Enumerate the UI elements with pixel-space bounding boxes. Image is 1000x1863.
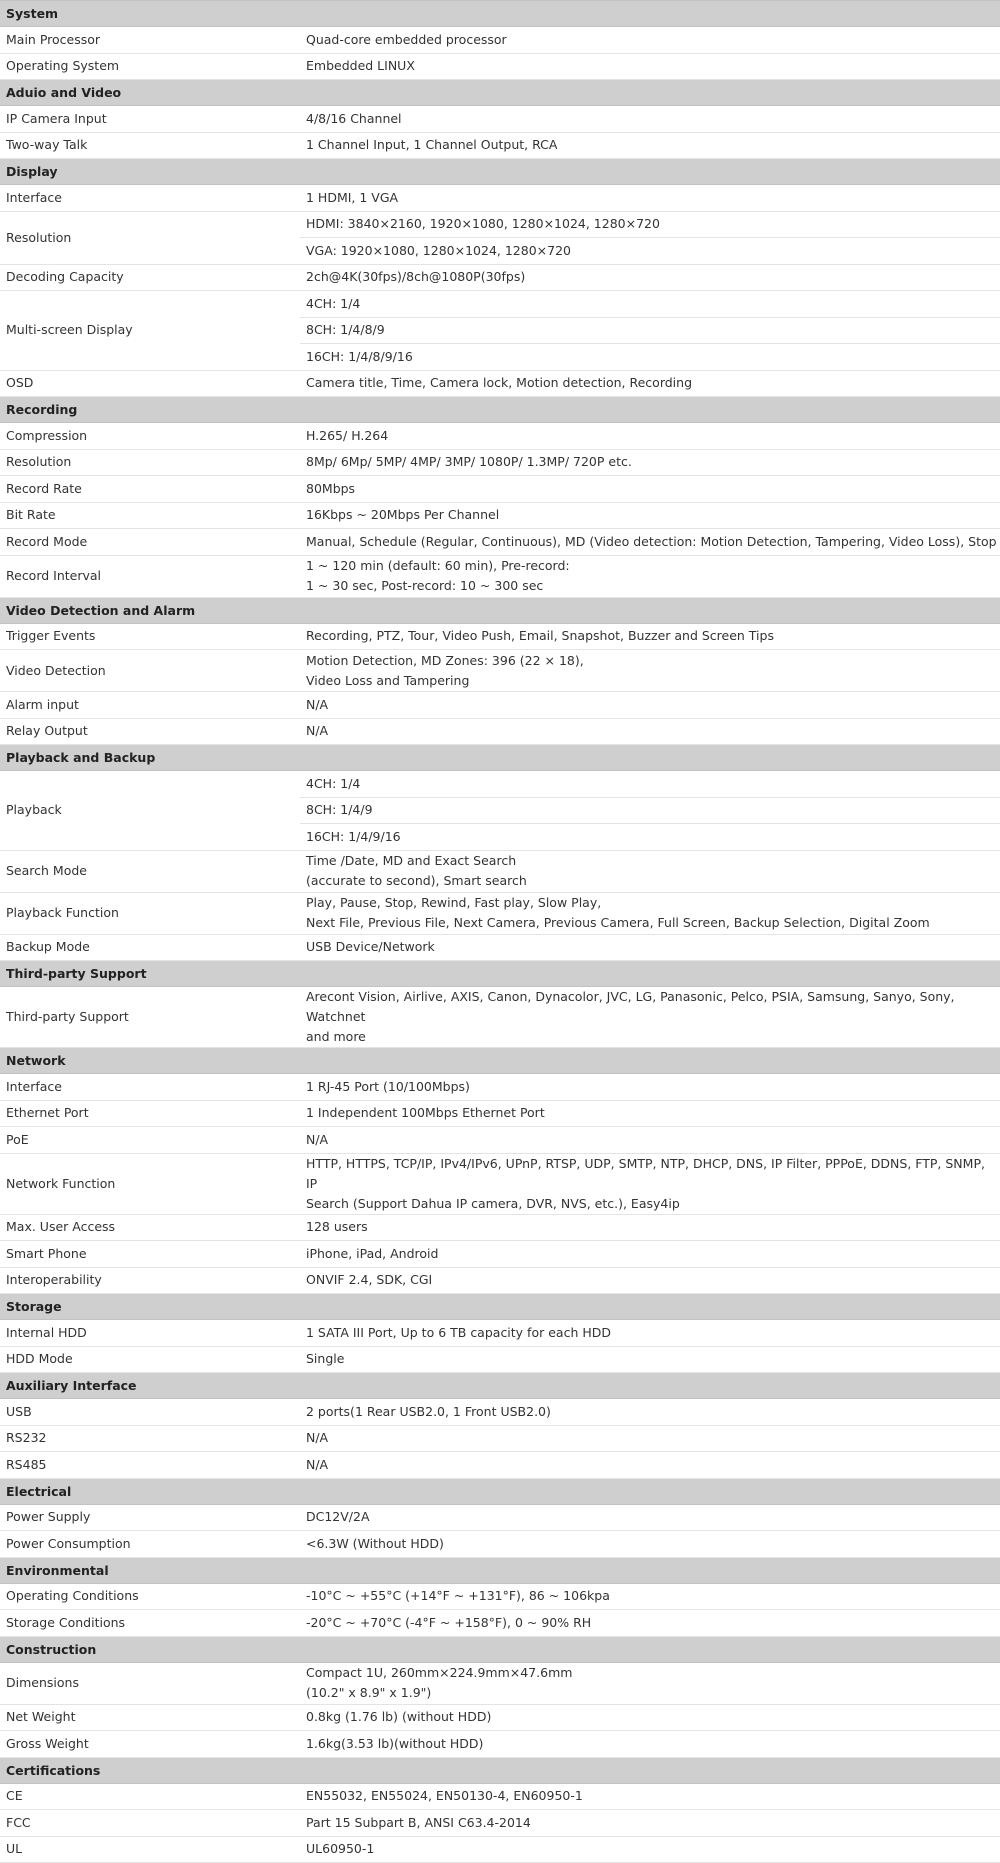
spec-row bbox=[0, 1153, 1000, 1214]
section-title: Recording bbox=[0, 397, 1000, 423]
spec-value: 2 ports(1 Rear USB2.0, 1 Front USB2.0) bbox=[300, 1399, 1000, 1426]
spec-row bbox=[0, 1399, 1000, 1426]
spec-label: Multi-screen Display bbox=[0, 291, 300, 371]
spec-row bbox=[0, 1504, 1000, 1531]
section-title: Construction bbox=[0, 1636, 1000, 1662]
spec-row bbox=[0, 850, 1000, 892]
spec-label: Playback bbox=[0, 771, 300, 851]
spec-value: H.265/ H.264 bbox=[300, 423, 1000, 450]
spec-row bbox=[0, 987, 1000, 1048]
spec-label: Net Weight bbox=[0, 1704, 300, 1731]
spec-label: USB bbox=[0, 1399, 300, 1426]
spec-value: 0.8kg (1.76 lb) (without HDD) bbox=[300, 1704, 1000, 1731]
spec-row bbox=[0, 1583, 1000, 1610]
spec-value: 8CH: 1/4/8/9 bbox=[300, 317, 1000, 344]
spec-row bbox=[0, 555, 1000, 597]
section-title: System bbox=[0, 1, 1000, 27]
spec-row bbox=[0, 185, 1000, 212]
spec-label: Relay Output bbox=[0, 718, 300, 745]
spec-label: Network Function bbox=[0, 1153, 300, 1214]
spec-value: Recording, PTZ, Tour, Video Push, Email, Snapshot, Buzzer and Screen Tips bbox=[300, 623, 1000, 650]
spec-value bbox=[300, 1662, 1000, 1704]
spec-value-line: 1 ~ 30 sec, Post-record: 10 ~ 300 sec bbox=[306, 578, 544, 593]
section-header-video-detection-and-alarm bbox=[0, 597, 1000, 623]
spec-row bbox=[0, 1425, 1000, 1452]
spec-row bbox=[0, 27, 1000, 54]
section-header-environmental bbox=[0, 1557, 1000, 1583]
section-header-certifications bbox=[0, 1757, 1000, 1783]
spec-row bbox=[0, 623, 1000, 650]
spec-row bbox=[0, 106, 1000, 133]
spec-row bbox=[0, 1810, 1000, 1837]
spec-value bbox=[300, 650, 1000, 692]
spec-value: 1 Independent 100Mbps Ethernet Port bbox=[300, 1100, 1000, 1127]
spec-value: -20°C ~ +70°C (-4°F ~ +158°F), 0 ~ 90% RH bbox=[300, 1610, 1000, 1637]
spec-value: N/A bbox=[300, 1425, 1000, 1452]
spec-value: 1 SATA III Port, Up to 6 TB capacity for each HDD bbox=[300, 1320, 1000, 1347]
spec-value-line: Play, Pause, Stop, Rewind, Fast play, Slow Play, bbox=[306, 895, 602, 910]
spec-value-line: 1 ~ 120 min (default: 60 min), Pre-record: bbox=[306, 558, 570, 573]
spec-value: 1 HDMI, 1 VGA bbox=[300, 185, 1000, 212]
spec-label: Alarm input bbox=[0, 692, 300, 719]
spec-value-line: HTTP, HTTPS, TCP/IP, IPv4/IPv6, UPnP, RTSP, UDP, SMTP, NTP, DHCP, DNS, IP Filter, PPPoE, DDNS, FTP, SNMP, IP bbox=[306, 1155, 985, 1191]
section-title: Electrical bbox=[0, 1478, 1000, 1504]
spec-label: Record Rate bbox=[0, 476, 300, 503]
section-title: Auxiliary Interface bbox=[0, 1373, 1000, 1399]
spec-label: Backup Mode bbox=[0, 934, 300, 961]
spec-value: 1 RJ-45 Port (10/100Mbps) bbox=[300, 1074, 1000, 1101]
spec-value-line: Time /Date, MD and Exact Search bbox=[306, 853, 517, 868]
spec-row bbox=[0, 1452, 1000, 1479]
spec-label: Dimensions bbox=[0, 1662, 300, 1704]
spec-value: UL60950-1 bbox=[300, 1836, 1000, 1863]
spec-label: Operating System bbox=[0, 53, 300, 80]
spec-value: HDMI: 3840×2160, 1920×1080, 1280×1024, 1280×720 bbox=[300, 211, 1000, 238]
spec-row bbox=[0, 718, 1000, 745]
spec-value: 80Mbps bbox=[300, 476, 1000, 503]
spec-label: Smart Phone bbox=[0, 1241, 300, 1268]
spec-value: 128 users bbox=[300, 1214, 1000, 1241]
spec-label: Video Detection bbox=[0, 650, 300, 692]
spec-value-line: (accurate to second), Smart search bbox=[306, 873, 527, 888]
section-header-third-party-support bbox=[0, 961, 1000, 987]
spec-row bbox=[0, 1731, 1000, 1758]
spec-value: -10°C ~ +55°C (+14°F ~ +131°F), 86 ~ 106kpa bbox=[300, 1583, 1000, 1610]
spec-value-line: Video Loss and Tampering bbox=[306, 672, 470, 688]
spec-label: IP Camera Input bbox=[0, 106, 300, 133]
section-header-aduio-and-video bbox=[0, 80, 1000, 106]
spec-label: Main Processor bbox=[0, 27, 300, 54]
section-header-network bbox=[0, 1048, 1000, 1074]
spec-value-line: Arecont Vision, Airlive, AXIS, Canon, Dynacolor, JVC, LG, Panasonic, Pelco, PSIA, Samsung, Sanyo, Sony, Watchnet bbox=[306, 989, 955, 1024]
spec-label: Storage Conditions bbox=[0, 1610, 300, 1637]
spec-value: N/A bbox=[300, 692, 1000, 719]
spec-value: N/A bbox=[300, 1452, 1000, 1479]
spec-label: Compression bbox=[0, 423, 300, 450]
spec-value: Single bbox=[300, 1346, 1000, 1373]
spec-row bbox=[0, 291, 1000, 318]
spec-label: OSD bbox=[0, 370, 300, 397]
spec-value: ONVIF 2.4, SDK, CGI bbox=[300, 1267, 1000, 1294]
spec-row bbox=[0, 1531, 1000, 1558]
spec-row bbox=[0, 1267, 1000, 1294]
spec-row bbox=[0, 1241, 1000, 1268]
section-title: Network bbox=[0, 1048, 1000, 1074]
spec-row bbox=[0, 1074, 1000, 1101]
spec-value-line: Search (Support Dahua IP camera, DVR, NVS, etc.), Easy4ip bbox=[306, 1195, 680, 1211]
spec-label: Internal HDD bbox=[0, 1320, 300, 1347]
spec-value-line: (10.2" x 8.9" x 1.9") bbox=[306, 1685, 432, 1700]
spec-value: 16CH: 1/4/9/16 bbox=[300, 824, 1000, 851]
spec-label: UL bbox=[0, 1836, 300, 1863]
spec-value: 4/8/16 Channel bbox=[300, 106, 1000, 133]
spec-value: Part 15 Subpart B, ANSI C63.4-2014 bbox=[300, 1810, 1000, 1837]
spec-value: VGA: 1920×1080, 1280×1024, 1280×720 bbox=[300, 238, 1000, 265]
spec-row bbox=[0, 53, 1000, 80]
spec-label: RS232 bbox=[0, 1425, 300, 1452]
spec-row bbox=[0, 502, 1000, 529]
spec-value: 4CH: 1/4 bbox=[300, 771, 1000, 798]
section-title: Video Detection and Alarm bbox=[0, 597, 1000, 623]
spec-table-body bbox=[0, 1, 1000, 1863]
spec-value bbox=[300, 555, 1000, 597]
spec-row bbox=[0, 449, 1000, 476]
spec-value bbox=[300, 892, 1000, 934]
section-title: Storage bbox=[0, 1294, 1000, 1320]
spec-row bbox=[0, 529, 1000, 556]
spec-row bbox=[0, 1346, 1000, 1373]
spec-label: Max. User Access bbox=[0, 1214, 300, 1241]
spec-row bbox=[0, 892, 1000, 934]
spec-row bbox=[0, 1320, 1000, 1347]
spec-label: RS485 bbox=[0, 1452, 300, 1479]
spec-value: 16CH: 1/4/8/9/16 bbox=[300, 344, 1000, 371]
spec-value: USB Device/Network bbox=[300, 934, 1000, 961]
spec-label: Resolution bbox=[0, 211, 300, 264]
spec-label: Interoperability bbox=[0, 1267, 300, 1294]
spec-value: 8Mp/ 6Mp/ 5MP/ 4MP/ 3MP/ 1080P/ 1.3MP/ 720P etc. bbox=[300, 449, 1000, 476]
spec-label: Operating Conditions bbox=[0, 1583, 300, 1610]
spec-row bbox=[0, 1662, 1000, 1704]
section-header-storage bbox=[0, 1294, 1000, 1320]
spec-label: Two-way Talk bbox=[0, 132, 300, 159]
spec-value: Camera title, Time, Camera lock, Motion detection, Recording bbox=[300, 370, 1000, 397]
spec-label: CE bbox=[0, 1783, 300, 1810]
spec-label: Decoding Capacity bbox=[0, 264, 300, 291]
section-title: Aduio and Video bbox=[0, 80, 1000, 106]
spec-row bbox=[0, 1127, 1000, 1154]
spec-value: Quad-core embedded processor bbox=[300, 27, 1000, 54]
spec-label: Gross Weight bbox=[0, 1731, 300, 1758]
section-header-display bbox=[0, 159, 1000, 185]
spec-value: <6.3W (Without HDD) bbox=[300, 1531, 1000, 1558]
spec-value: 8CH: 1/4/9 bbox=[300, 797, 1000, 824]
spec-value-line: and more bbox=[306, 1029, 366, 1044]
spec-row bbox=[0, 1783, 1000, 1810]
spec-row bbox=[0, 1100, 1000, 1127]
spec-row bbox=[0, 934, 1000, 961]
spec-row bbox=[0, 1704, 1000, 1731]
section-title: Certifications bbox=[0, 1757, 1000, 1783]
spec-value: 16Kbps ~ 20Mbps Per Channel bbox=[300, 502, 1000, 529]
spec-row bbox=[0, 1610, 1000, 1637]
spec-value bbox=[300, 850, 1000, 892]
spec-label: Record Interval bbox=[0, 555, 300, 597]
spec-value bbox=[300, 1153, 1000, 1214]
section-title: Environmental bbox=[0, 1557, 1000, 1583]
section-title: Display bbox=[0, 159, 1000, 185]
spec-value: 1.6kg(3.53 lb)(without HDD) bbox=[300, 1731, 1000, 1758]
section-title: Playback and Backup bbox=[0, 745, 1000, 771]
spec-row bbox=[0, 771, 1000, 798]
spec-row bbox=[0, 264, 1000, 291]
spec-row bbox=[0, 211, 1000, 238]
spec-label: Resolution bbox=[0, 449, 300, 476]
spec-label: Power Supply bbox=[0, 1504, 300, 1531]
spec-value: N/A bbox=[300, 718, 1000, 745]
spec-label: HDD Mode bbox=[0, 1346, 300, 1373]
spec-label: Search Mode bbox=[0, 850, 300, 892]
spec-label: Ethernet Port bbox=[0, 1100, 300, 1127]
spec-value: 2ch@4K(30fps)/8ch@1080P(30fps) bbox=[300, 264, 1000, 291]
spec-value-line: Motion Detection, MD Zones: 396 (22 × 18), bbox=[306, 652, 584, 668]
section-header-recording bbox=[0, 397, 1000, 423]
spec-row bbox=[0, 370, 1000, 397]
spec-label: Bit Rate bbox=[0, 502, 300, 529]
section-header-construction bbox=[0, 1636, 1000, 1662]
spec-value bbox=[300, 987, 1000, 1048]
spec-label: Third-party Support bbox=[0, 987, 300, 1048]
spec-label: FCC bbox=[0, 1810, 300, 1837]
spec-value: iPhone, iPad, Android bbox=[300, 1241, 1000, 1268]
spec-label: Power Consumption bbox=[0, 1531, 300, 1558]
spec-row bbox=[0, 692, 1000, 719]
spec-label: Interface bbox=[0, 1074, 300, 1101]
spec-row bbox=[0, 650, 1000, 692]
section-header-playback-and-backup bbox=[0, 745, 1000, 771]
section-header-electrical bbox=[0, 1478, 1000, 1504]
spec-label: Playback Function bbox=[0, 892, 300, 934]
spec-row bbox=[0, 423, 1000, 450]
spec-label: Interface bbox=[0, 185, 300, 212]
section-title: Third-party Support bbox=[0, 961, 1000, 987]
spec-label: Record Mode bbox=[0, 529, 300, 556]
spec-row bbox=[0, 1214, 1000, 1241]
section-header-auxiliary-interface bbox=[0, 1373, 1000, 1399]
spec-value: Embedded LINUX bbox=[300, 53, 1000, 80]
spec-value: 4CH: 1/4 bbox=[300, 291, 1000, 318]
spec-value: 1 Channel Input, 1 Channel Output, RCA bbox=[300, 132, 1000, 159]
spec-label: PoE bbox=[0, 1127, 300, 1154]
spec-value: DC12V/2A bbox=[300, 1504, 1000, 1531]
spec-row bbox=[0, 1836, 1000, 1863]
spec-value-line: Next File, Previous File, Next Camera, Previous Camera, Full Screen, Backup Selection, Digital Zoom bbox=[306, 915, 930, 930]
spec-value: EN55032, EN55024, EN50130-4, EN60950-1 bbox=[300, 1783, 1000, 1810]
spec-value-line: Compact 1U, 260mm×224.9mm×47.6mm bbox=[306, 1665, 573, 1680]
section-header-system bbox=[0, 1, 1000, 27]
spec-value: Manual, Schedule (Regular, Continuous), MD (Video detection: Motion Detection, Tampering, Video Loss), Stop bbox=[300, 529, 1000, 556]
spec-row bbox=[0, 476, 1000, 503]
spec-label: Trigger Events bbox=[0, 623, 300, 650]
spec-value: N/A bbox=[300, 1127, 1000, 1154]
spec-row bbox=[0, 132, 1000, 159]
